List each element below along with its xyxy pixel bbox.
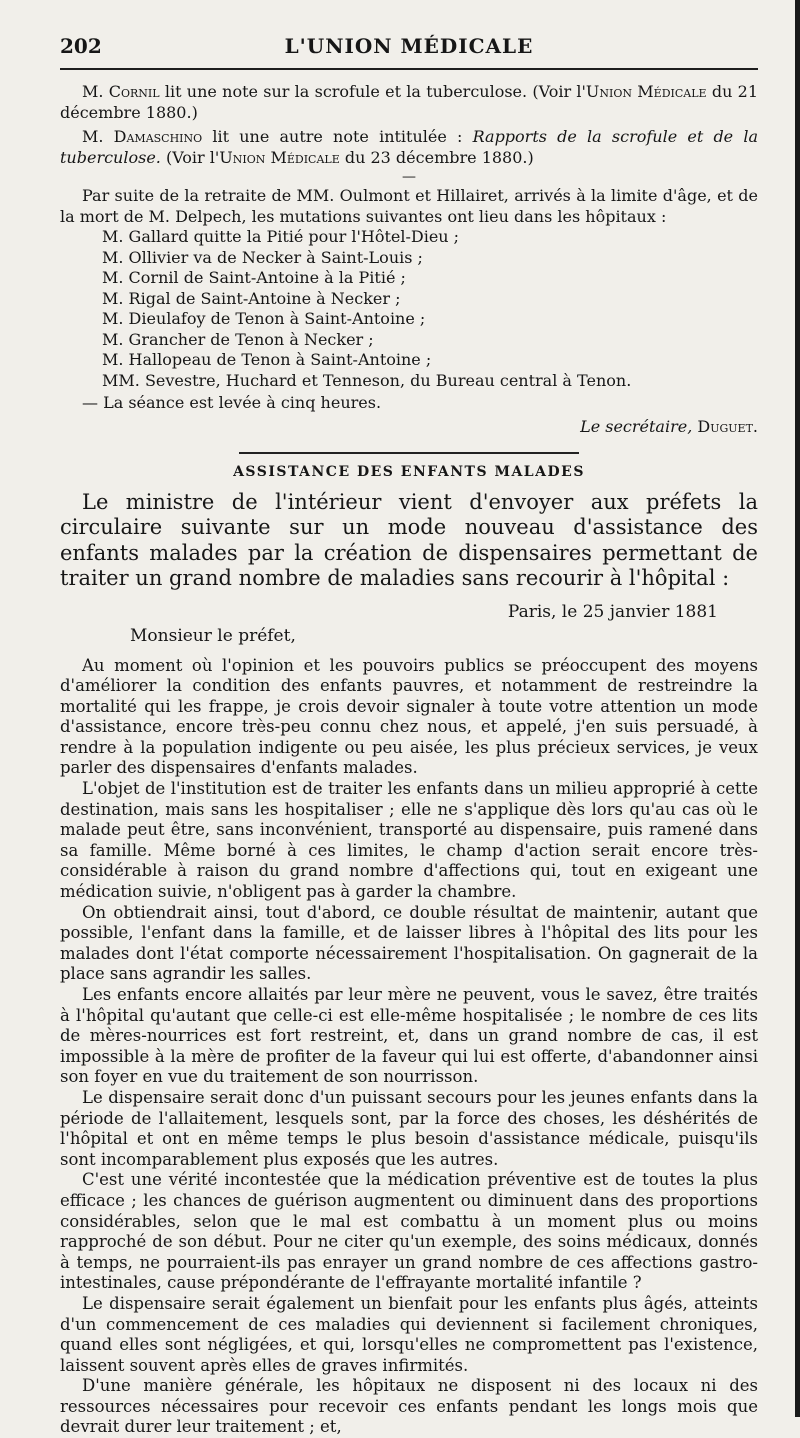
journal-name: Union Médicale bbox=[219, 148, 339, 167]
list-item: M. Ollivier va de Necker à Saint-Louis ; bbox=[102, 248, 758, 269]
section-intro: Le ministre de l'intérieur vient d'envoyer aux préfets la circulaire suivante sur un mode nouveau d'assistance des enfants malades par la création de dispensaires permettant de traiter un grand nombre de maladies sans recourir à l'hôpital : bbox=[60, 490, 758, 592]
minutes-section bbox=[60, 82, 758, 438]
letter-paragraph: On obtiendrait ainsi, tout d'abord, ce double résultat de maintenir, autant que possible, l'enfant dans la famille, et de laisser libres à l'hôpital des lits pour les malades dont l'état comporte nécessairement l'hospitalisation. On gagnerait de la place sans agrandir les salles. bbox=[60, 903, 758, 985]
list-item: M. Hallopeau de Tenon à Saint-Antoine ; bbox=[102, 350, 758, 371]
list-item: M. Rigal de Saint-Antoine à Necker ; bbox=[102, 289, 758, 310]
letter-paragraph: Les enfants encore allaités par leur mère ne peuvent, vous le savez, être traités à l'hôpital qu'autant que celle-ci est elle-même hospitalisée ; le nombre de ces lits de mères-nourrices est fort restreint, et, dans un grand nombre de cas, il est impossible à la mère de profiter de la faveur qui lui est offerte, d'abandonner ainsi son foyer en vue du traitement de son nourrisson. bbox=[60, 985, 758, 1088]
letter-paragraph: Au moment où l'opinion et les pouvoirs publics se préoccupent des moyens d'améliorer la condition des enfants pauvres, et notamment de restreindre la mortalité qui les frappe, je crois devoir signaler à toute votre attention un mode d'assistance, encore très-peu connu chez nous, et appelé, j'en suis persuadé, à rendre à la population indigente ou peu aisée, les plus précieux services, je veux parler des dispensaires d'enfants malades. bbox=[60, 656, 758, 780]
running-title: L'UNION MÉDICALE bbox=[60, 34, 758, 58]
text-span: (Voir l' bbox=[161, 148, 219, 167]
text-span: M. bbox=[82, 127, 114, 146]
text-span: M. bbox=[82, 82, 109, 101]
speaker-name: Cornil bbox=[109, 82, 160, 101]
list-item: M. Gallard quitte la Pitié pour l'Hôtel-Dieu ; bbox=[102, 227, 758, 248]
letter-paragraph: Le dispensaire serait également un bienfait pour les enfants plus âgés, atteints d'un commencement de ces maladies qui deviennent si facilement chroniques, quand elles sont négligées, et qui, lorsqu'elles ne compromettent pas l'existence, laissent souvent après elles de graves infirmités. bbox=[60, 1294, 758, 1376]
letter-paragraph: D'une manière générale, les hôpitaux ne disposent ni des locaux ni des ressources nécessaires pour recevoir ces enfants pendant les longs mois que devrait durer leur traitement ; et, bbox=[60, 1376, 758, 1438]
minutes-paragraph-damaschino bbox=[60, 127, 758, 168]
letter-salutation: Monsieur le préfet, bbox=[130, 624, 758, 648]
signature-name: Duguet. bbox=[697, 417, 758, 436]
list-item: M. Dieulafoy de Tenon à Saint-Antoine ; bbox=[102, 309, 758, 330]
signature bbox=[60, 416, 758, 438]
page-number: 202 bbox=[60, 34, 102, 58]
list-item: M. Grancher de Tenon à Necker ; bbox=[102, 330, 758, 351]
signature-role: Le secrétaire, bbox=[580, 417, 692, 436]
list-item: M. Cornil de Saint-Antoine à la Pitié ; bbox=[102, 268, 758, 289]
text-span: du 23 décembre 1880.) bbox=[340, 148, 534, 167]
speaker-name: Damaschino bbox=[114, 127, 203, 146]
text-span: du 21 décembre 1880.) bbox=[60, 82, 758, 122]
minutes-paragraph-mutations: Par suite de la retraite de MM. Oulmont et Hillairet, arrivés à la limite d'âge, et de la mort de M. Delpech, les mutations suivantes ont lieu dans les hôpitaux : bbox=[60, 186, 758, 227]
mutations-list bbox=[102, 227, 758, 391]
closing-line: — La séance est levée à cinq heures. bbox=[60, 393, 758, 414]
journal-name: Union Médicale bbox=[586, 82, 707, 101]
header-rule bbox=[60, 68, 758, 70]
page-edge-shadow bbox=[795, 0, 800, 1417]
page-header bbox=[60, 30, 758, 68]
minutes-paragraph-cornil bbox=[60, 82, 758, 123]
list-item: MM. Sevestre, Huchard et Tenneson, du Bureau central à Tenon. bbox=[102, 371, 758, 392]
letter-paragraph: Le dispensaire serait donc d'un puissant secours pour les jeunes enfants dans la période de l'allaitement, lesquels sont, par la force des choses, les déshérités de l'hôpital et ont en même temps le plus besoin d'assistance médicale, puisqu'ils sont incomparablement plus exposés que les autres. bbox=[60, 1088, 758, 1170]
letter-date: Paris, le 25 janvier 1881 bbox=[60, 600, 758, 624]
note-title: Rapports de la scrofule et de la tuberculose. bbox=[60, 127, 758, 167]
text-span: lit une note sur la scrofule et la tuberculose. (Voir l' bbox=[160, 82, 586, 101]
letter-paragraph: C'est une vérité incontestée que la médication préventive est de toutes la plus efficace ; les chances de guérison augmentent ou diminuent dans des proportions considérables, selon que le mal est combattu à un moment plus ou moins rapproché de son début. Pour ne citer qu'un exemple, des soins médicaux, donnés à temps, ne pourraient-ils pas enrayer un grand nombre de ces affections gastro-intestinales, cause prépondérante de l'effrayante mortalité infantile ? bbox=[60, 1170, 758, 1294]
text-span: lit une autre note intitulée : bbox=[202, 127, 472, 146]
dash-separator: — bbox=[60, 170, 758, 184]
section-rule bbox=[239, 452, 579, 454]
section-title: ASSISTANCE DES ENFANTS MALADES bbox=[60, 464, 758, 480]
letter-body bbox=[60, 656, 758, 1438]
letter-paragraph: L'objet de l'institution est de traiter les enfants dans un milieu approprié à cette destination, mais sans les hospitaliser ; elle ne s'applique dès lors qu'au cas où le malade peut être, sans inconvénient, transporté au dispensaire, puis ramené dans sa famille. Même borné à ces limites, le champ d'action serait encore très-considérable à raison du grand nombre d'affections qui, tout en exigeant une médication suivie, n'obligent pas à garder la chambre. bbox=[60, 779, 758, 903]
